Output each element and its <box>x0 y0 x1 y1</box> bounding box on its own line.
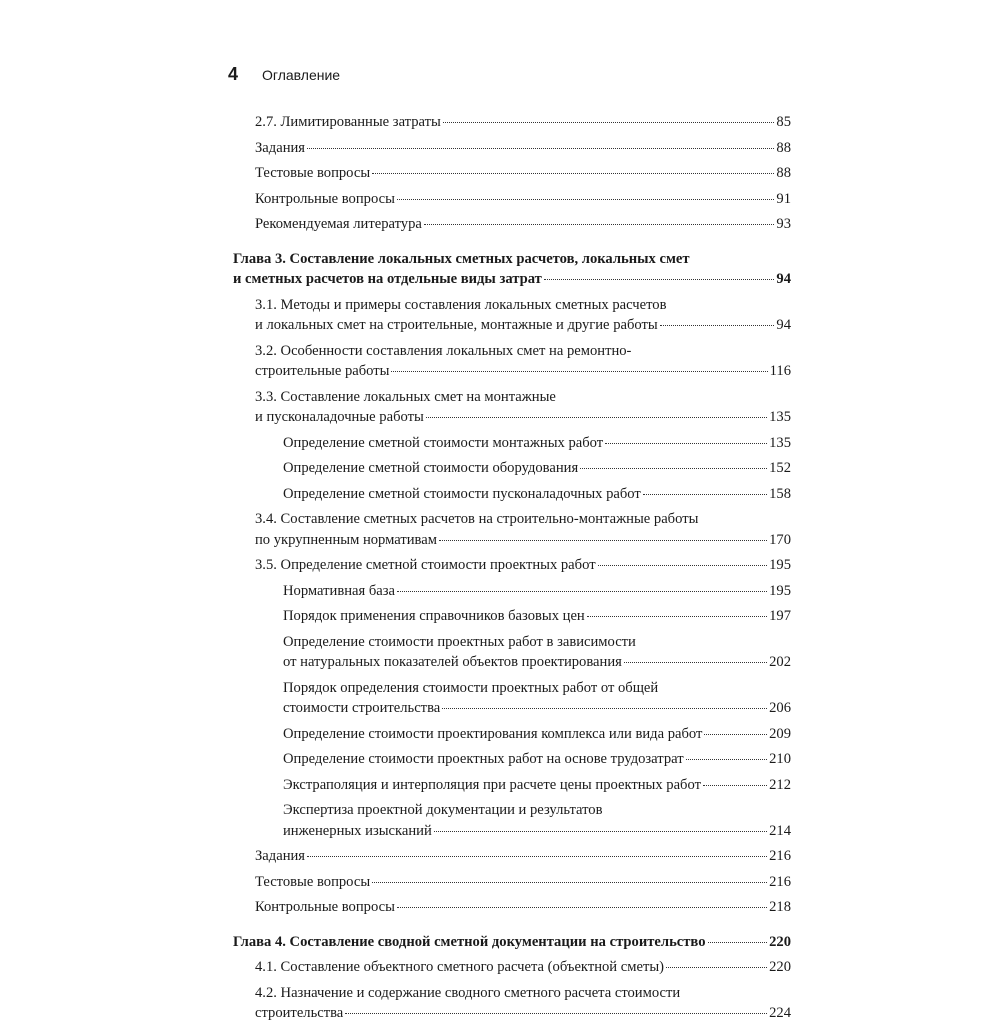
toc-page-number: 94 <box>776 317 791 333</box>
toc-entry <box>233 678 791 719</box>
toc-entry-title: стоимости строительства <box>283 700 441 716</box>
page-header <box>228 64 340 85</box>
toc-entry <box>233 606 791 627</box>
toc-entry-title: 3.1. Методы и примеры составления локальных сметных расчетов <box>255 296 667 313</box>
toc-entry-title: строительные работы <box>255 363 390 379</box>
toc-entry-line <box>283 458 791 479</box>
toc-entry-line <box>283 724 791 745</box>
toc-entry <box>233 433 791 454</box>
toc-page-number: 85 <box>776 114 791 130</box>
toc-entry-title: от натуральных показателей объектов проектирования <box>283 654 622 670</box>
dot-leader <box>660 325 775 326</box>
toc-entry <box>233 846 791 867</box>
running-title: Оглавление <box>262 67 341 83</box>
toc-entry-title: Контрольные вопросы <box>255 190 395 207</box>
toc-entry-line <box>255 387 791 408</box>
toc-page-number: 210 <box>769 751 791 767</box>
toc-chapter <box>233 249 791 290</box>
toc-page-number: 135 <box>769 409 791 425</box>
toc-entry-line <box>255 295 791 316</box>
toc-entry-line <box>255 341 791 362</box>
toc-entry <box>233 749 791 770</box>
toc-entry <box>233 632 791 673</box>
toc-entry-line <box>255 897 791 918</box>
toc-entry <box>233 138 791 159</box>
toc-entry-title: 3.5. Определение сметной стоимости проектных работ <box>255 557 596 573</box>
toc-entry-title: Определение стоимости проектирования комплекса или вида работ <box>283 725 703 742</box>
toc-entry <box>233 957 791 978</box>
toc-page-number: 91 <box>776 190 791 207</box>
toc-page-number: 170 <box>769 531 791 548</box>
toc-entry-line <box>255 846 791 867</box>
toc-entry-line <box>255 189 791 210</box>
dot-leader <box>391 371 767 372</box>
toc-entry-title: Определение стоимости проектных работ на основе трудозатрат <box>283 751 684 767</box>
toc-entry-line <box>283 632 791 653</box>
toc-entry-line <box>255 214 791 235</box>
dot-leader <box>372 173 774 174</box>
toc-page-number: 88 <box>776 165 791 181</box>
dot-leader <box>587 616 767 617</box>
toc-entry <box>233 112 791 133</box>
toc-page-number: 209 <box>769 725 791 742</box>
toc-entry <box>233 484 791 505</box>
toc-page-number: 220 <box>769 933 791 950</box>
toc-entry <box>233 341 791 382</box>
dot-leader <box>624 662 767 663</box>
dot-leader <box>643 494 767 495</box>
toc-page-number: 216 <box>769 848 791 864</box>
toc-entry-title: строительства <box>255 1005 344 1021</box>
page-number: 4 <box>228 64 239 84</box>
toc-entry-title: 4.2. Назначение и содержание сводного сметного расчета стоимости <box>255 984 681 1001</box>
toc-entry-line <box>255 315 791 336</box>
toc-page-number: 197 <box>769 608 791 624</box>
toc-entry-title: и локальных смет на строительные, монтажные и другие работы <box>255 317 658 333</box>
dot-leader <box>605 443 767 444</box>
toc-entry-title: Порядок определения стоимости проектных работ от общей <box>283 679 659 696</box>
toc-entry-title: Тестовые вопросы <box>255 165 371 181</box>
toc-entry <box>233 800 791 841</box>
toc-entry-line <box>255 138 791 159</box>
dot-leader <box>345 1013 767 1014</box>
dot-leader <box>703 785 767 786</box>
toc-entry-title: инженерных изысканий <box>283 822 432 839</box>
toc-entry-line <box>255 361 791 382</box>
toc-page-number: 218 <box>769 899 791 915</box>
toc-entry-line <box>233 249 791 270</box>
toc-entry-line <box>255 112 791 133</box>
toc-entry-title: 4.1. Составление объектного сметного расчета (объектной сметы) <box>255 959 664 975</box>
toc-entry-line <box>283 678 791 699</box>
dot-leader <box>426 417 767 418</box>
toc-entry-line <box>255 872 791 893</box>
toc-entry-line <box>255 555 791 576</box>
table-of-contents <box>233 112 791 1029</box>
toc-page-number: 206 <box>769 700 791 716</box>
dot-leader <box>704 734 767 735</box>
toc-page-number: 216 <box>769 873 791 890</box>
toc-page-number: 195 <box>769 557 791 573</box>
toc-page-number: 212 <box>769 776 791 793</box>
toc-entry-line <box>255 509 791 530</box>
dot-leader <box>439 540 767 541</box>
dot-leader <box>424 224 775 225</box>
toc-entry-title: 3.2. Особенности составления локальных смет на ремонтно- <box>255 342 632 359</box>
toc-entry-line <box>283 581 791 602</box>
toc-page-number: 152 <box>769 460 791 476</box>
toc-entry-title: Определение стоимости проектных работ в зависимости <box>283 633 636 650</box>
toc-entry-title: Экспертиза проектной документации и результатов <box>283 802 603 818</box>
toc-entry-title: и сметных расчетов на отдельные виды затрат <box>233 271 542 287</box>
toc-entry-title: Порядок применения справочников базовых цен <box>283 608 585 624</box>
dot-leader <box>686 759 768 760</box>
toc-entry-title: 3.3. Составление локальных смет на монтажные <box>255 388 556 405</box>
toc-page-number: 116 <box>769 363 791 379</box>
toc-entry-line <box>283 749 791 770</box>
toc-entry-line <box>233 932 791 953</box>
dot-leader <box>434 831 767 832</box>
toc-entry <box>233 163 791 184</box>
toc-entry-title: Экстраполяция и интерполяция при расчете цены проектных работ <box>283 776 701 793</box>
toc-entry <box>233 295 791 336</box>
toc-page-number: 220 <box>769 959 791 975</box>
dot-leader <box>443 122 775 123</box>
dot-leader <box>397 907 767 908</box>
dot-leader <box>666 967 767 968</box>
toc-entry-title: и пусконаладочные работы <box>255 409 424 425</box>
toc-entry-title: Глава 3. Составление локальных сметных расчетов, локальных смет <box>233 250 690 267</box>
toc-page-number: 93 <box>776 216 791 232</box>
toc-page-number: 202 <box>769 654 791 670</box>
toc-entry-title: по укрупненным нормативам <box>255 531 437 548</box>
toc-entry-title: Контрольные вопросы <box>255 899 395 915</box>
toc-entry-title: 2.7. Лимитированные затраты <box>255 114 441 130</box>
dot-leader <box>708 942 768 943</box>
dot-leader <box>307 148 774 149</box>
toc-entry <box>233 214 791 235</box>
toc-entry-line <box>283 775 791 796</box>
toc-entry-line <box>233 269 791 290</box>
toc-entry <box>233 983 791 1024</box>
dot-leader <box>397 591 767 592</box>
toc-entry-line <box>283 652 791 673</box>
toc-entry <box>233 872 791 893</box>
toc-entry <box>233 555 791 576</box>
toc-entry <box>233 775 791 796</box>
toc-entry-title: Определение сметной стоимости оборудования <box>283 460 579 476</box>
toc-entry-line <box>283 606 791 627</box>
toc-entry <box>233 387 791 428</box>
toc-entry <box>233 189 791 210</box>
toc-page-number: 135 <box>769 434 791 451</box>
dot-leader <box>580 468 767 469</box>
toc-entry-line <box>255 407 791 428</box>
toc-entry-title: Определение сметной стоимости пусконаладочных работ <box>283 485 641 502</box>
toc-entry-line <box>283 821 791 842</box>
toc-page-number: 214 <box>769 822 791 839</box>
dot-leader <box>397 199 775 200</box>
toc-chapter <box>233 932 791 953</box>
toc-entry <box>233 581 791 602</box>
toc-entry-title: Определение сметной стоимости монтажных работ <box>283 434 604 451</box>
toc-entry-title: Задания <box>255 848 306 864</box>
toc-entry-line <box>255 957 791 978</box>
toc-entry-line <box>283 484 791 505</box>
toc-page-number: 195 <box>769 582 791 599</box>
toc-entry-title: 3.4. Составление сметных расчетов на строительно-монтажные работы <box>255 511 699 527</box>
toc-entry-line <box>283 698 791 719</box>
toc-entry-title: Рекомендуемая литература <box>255 216 422 232</box>
toc-entry-title: Тестовые вопросы <box>255 873 371 890</box>
toc-entry-line <box>283 800 791 821</box>
dot-leader <box>307 856 767 857</box>
dot-leader <box>544 279 775 280</box>
dot-leader <box>442 708 767 709</box>
toc-entry <box>233 897 791 918</box>
toc-page-number: 88 <box>776 139 791 156</box>
dot-leader <box>372 882 767 883</box>
toc-entry-line <box>255 530 791 551</box>
toc-page-number: 158 <box>769 485 791 502</box>
toc-entry-title: Глава 4. Составление сводной сметной документации на строительство <box>233 933 706 950</box>
dot-leader <box>598 565 768 566</box>
toc-page-number: 224 <box>769 1005 791 1021</box>
toc-page-number: 94 <box>776 271 791 287</box>
toc-entry-line <box>255 163 791 184</box>
toc-entry-title: Задания <box>255 139 306 156</box>
toc-entry-title: Нормативная база <box>283 582 396 599</box>
toc-entry-line <box>255 1003 791 1024</box>
toc-entry <box>233 724 791 745</box>
toc-entry-line <box>283 433 791 454</box>
toc-entry <box>233 458 791 479</box>
toc-entry <box>233 509 791 550</box>
